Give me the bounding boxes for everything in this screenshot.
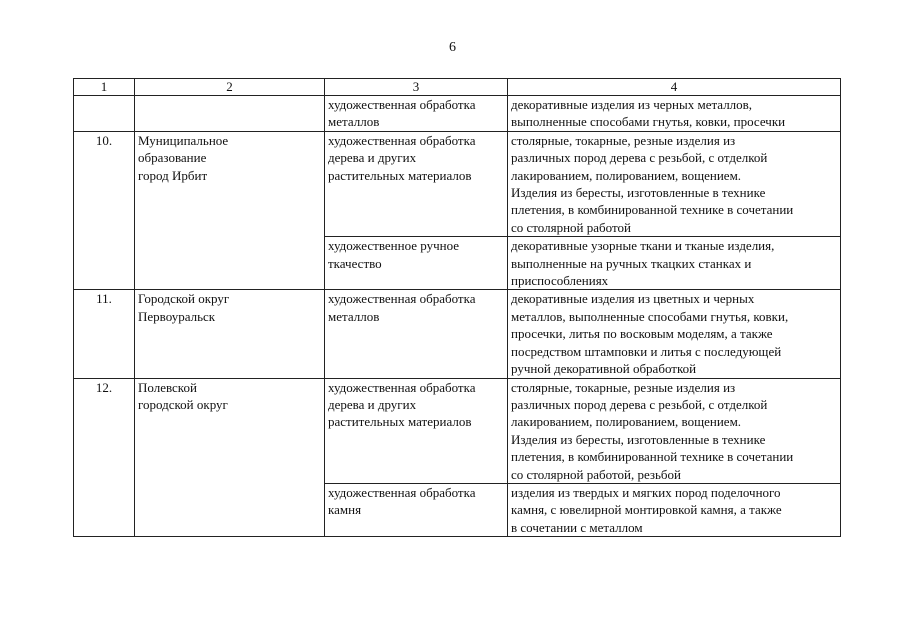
entity-line: городской округ <box>138 396 228 412</box>
craft-line: растительных материалов <box>328 167 472 183</box>
craft-cell <box>325 378 508 483</box>
craft-line: дерева и других <box>328 396 417 412</box>
craft-line: дерева и других <box>328 150 417 166</box>
description-line: ручной декоративной обработкой <box>511 361 697 377</box>
description-line: со столярной работой, резьбой <box>511 466 682 482</box>
entity-line: Городской округ <box>138 291 230 307</box>
craft-line: металлов <box>328 308 380 324</box>
craft-line: художественная обработка <box>328 291 476 307</box>
row-number-cell <box>74 96 135 132</box>
entity-cell <box>135 290 325 378</box>
description-line: различных пород дерева с резьбой, с отделкой <box>511 396 768 412</box>
column-header-1: 1 <box>74 79 135 96</box>
description-line: приспособлениях <box>511 273 609 289</box>
table-header-row <box>74 79 841 96</box>
column-header-3: 3 <box>325 79 508 96</box>
row-number-cell: 11. <box>74 290 135 378</box>
description-line: металлов, выполненные способами гнутья, ковки, <box>511 308 789 324</box>
craft-line: ткачество <box>328 255 382 271</box>
description-line: декоративные изделия из черных металлов, <box>511 97 753 112</box>
description-line: лакированием, полированием, вощением. <box>511 414 742 430</box>
column-header-2: 2 <box>135 79 325 96</box>
description-line: плетения, в комбинированной технике в сочетании <box>511 202 794 218</box>
table-row <box>74 96 841 132</box>
description-line: столярные, токарные, резные изделия из <box>511 379 736 395</box>
description-line: просечки, литья по восковым моделям, а также <box>511 326 773 342</box>
craft-line: художественная обработка <box>328 379 476 395</box>
entity-line: город Ирбит <box>138 167 208 183</box>
page-number: 6 <box>449 40 456 55</box>
row-number-cell: 12. <box>74 378 135 537</box>
table-row <box>74 378 841 483</box>
table-row <box>74 290 841 378</box>
entity-line: образование <box>138 150 207 166</box>
description-line: изделия из твердых и мягких пород поделочного <box>511 484 781 500</box>
description-line: столярные, токарные, резные изделия из <box>511 132 736 148</box>
description-cell <box>508 290 841 378</box>
entity-cell <box>135 378 325 537</box>
craft-line: металлов <box>328 114 380 130</box>
craft-cell <box>325 483 508 536</box>
description-line: декоративные узорные ткани и тканые изделия, <box>511 238 775 254</box>
craft-cell <box>325 96 508 132</box>
column-header-4: 4 <box>508 79 841 96</box>
crafts-table <box>73 78 841 537</box>
entity-line: Муниципальное <box>138 132 229 148</box>
description-cell <box>508 131 841 236</box>
craft-cell <box>325 290 508 378</box>
description-line: выполненные способами гнутья, ковки, просечки <box>511 114 786 130</box>
entity-cell <box>135 96 325 132</box>
description-line: в сочетании с металлом <box>511 519 643 535</box>
description-cell <box>508 483 841 536</box>
entity-line: Полевской <box>138 379 197 395</box>
description-line: Изделия из бересты, изготовленные в технике <box>511 431 766 447</box>
table-row <box>74 131 841 236</box>
description-line: лакированием, полированием, вощением. <box>511 167 742 183</box>
description-line: со столярной работой <box>511 219 631 235</box>
description-line: посредством штамповки и литья с последующей <box>511 343 782 359</box>
entity-line: Первоуральск <box>138 308 216 324</box>
craft-line: камня <box>328 502 362 518</box>
description-line: различных пород дерева с резьбой, с отделкой <box>511 150 768 166</box>
row-number-cell: 10. <box>74 131 135 290</box>
craft-line: художественная обработка <box>328 132 476 148</box>
entity-cell <box>135 131 325 290</box>
description-cell <box>508 378 841 483</box>
craft-cell <box>325 237 508 290</box>
description-cell <box>508 237 841 290</box>
description-line: камня, с ювелирной монтировкой камня, а также <box>511 502 782 518</box>
description-line: декоративные изделия из цветных и черных <box>511 291 755 307</box>
description-line: Изделия из бересты, изготовленные в технике <box>511 185 766 201</box>
description-line: плетения, в комбинированной технике в сочетании <box>511 449 794 465</box>
description-line: выполненные на ручных ткацких станках и <box>511 255 752 271</box>
description-cell <box>508 96 841 132</box>
craft-line: художественная обработка <box>328 484 476 500</box>
craft-line: художественная обработка <box>328 97 476 112</box>
craft-line: растительных материалов <box>328 414 472 430</box>
craft-line: художественное ручное <box>328 238 460 254</box>
craft-cell <box>325 131 508 236</box>
